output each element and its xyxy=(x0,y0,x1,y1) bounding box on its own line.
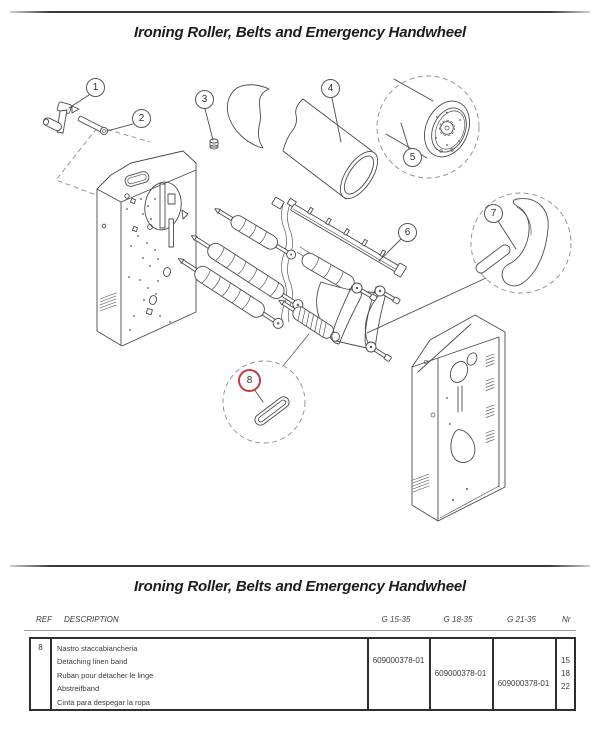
part-number-g21-35: 609000378-01 xyxy=(497,679,550,688)
col-header-g21-35: G 21-35 xyxy=(507,615,536,624)
ref-value: 8 xyxy=(38,643,43,652)
callout-5[interactable]: 5 xyxy=(403,148,422,167)
callout-7[interactable]: 7 xyxy=(484,204,503,223)
detaching-band-detail xyxy=(223,334,309,443)
callout-1[interactable]: 1 xyxy=(86,78,105,97)
divider-desc xyxy=(367,639,369,709)
description-en: Detaching linen band xyxy=(57,657,128,667)
callout-6[interactable]: 6 xyxy=(398,223,417,242)
right-side-panel xyxy=(412,315,505,521)
divider-ref xyxy=(50,639,52,709)
nut-part xyxy=(210,139,218,149)
part-number-g18-35: 609000378-01 xyxy=(434,669,487,678)
description-es: Cinta para despegar la ropa xyxy=(57,697,150,707)
callout-2[interactable]: 2 xyxy=(132,109,151,128)
emergency-crank-part xyxy=(42,102,79,133)
bottom-rule xyxy=(10,565,590,567)
table-title: Ironing Roller, Belts and Emergency Handwheel xyxy=(134,578,466,595)
callout-4[interactable]: 4 xyxy=(321,79,340,98)
col-header-nr: Nr xyxy=(562,615,571,624)
nr-value-1: 15 xyxy=(561,656,570,665)
handwheel-hook-detail xyxy=(367,193,571,333)
col-header-description: DESCRIPTION xyxy=(64,615,119,624)
bolt-part xyxy=(78,116,108,135)
part-number-g15-35: 609000378-01 xyxy=(372,656,425,665)
description-de: Abstreifband xyxy=(57,684,100,694)
callout-3[interactable]: 3 xyxy=(195,90,214,109)
col-header-g15-35: G 15-35 xyxy=(381,615,411,624)
col-header-ref: REF xyxy=(36,615,52,624)
description-list xyxy=(57,642,153,709)
header-rule xyxy=(24,630,576,631)
description-fr: Ruban pour detacher le linge xyxy=(57,670,154,680)
col-header-g18-35: G 18-35 xyxy=(443,615,473,624)
description-it: Nastro staccabiancheria xyxy=(57,644,138,653)
nr-value-3: 22 xyxy=(561,682,570,691)
parts-table xyxy=(29,637,576,711)
page-title: Ironing Roller, Belts and Emergency Handwheel xyxy=(134,24,466,41)
roller-end-detail xyxy=(377,76,479,178)
left-side-panel xyxy=(97,151,196,346)
ironing-roller-part xyxy=(227,85,385,205)
callout-8-highlighted[interactable]: 8 xyxy=(238,369,261,392)
divider-g18 xyxy=(492,639,494,709)
nr-value-2: 18 xyxy=(561,669,570,678)
